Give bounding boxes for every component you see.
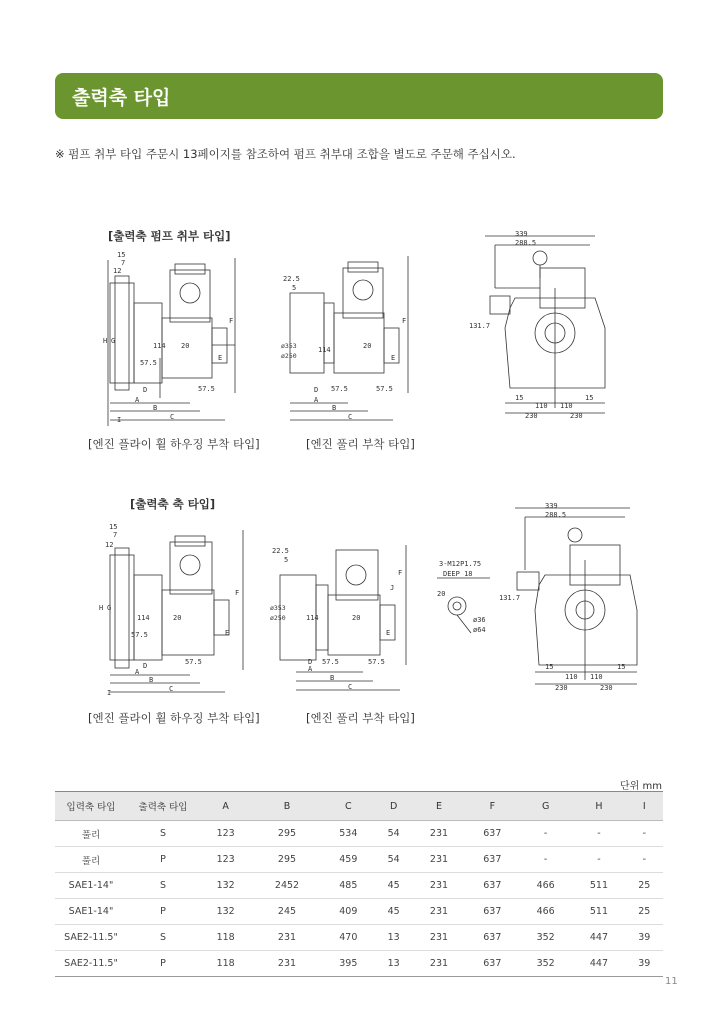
dim-22-5: 22.5 [283, 275, 300, 283]
cell: 485 [322, 873, 375, 899]
dim-H: H [99, 604, 104, 612]
cell: P [127, 899, 199, 925]
cell: 245 [252, 899, 321, 925]
cell: - [519, 821, 572, 847]
dim-15b: 15 [585, 394, 594, 402]
dim-F: F [398, 569, 403, 577]
cell: 637 [466, 951, 519, 977]
pump-front-view-drawing [465, 228, 615, 423]
dim-230: 230 [525, 412, 538, 420]
shaft-flywheel-drawing [95, 520, 250, 700]
dim-dia64: ø64 [473, 626, 486, 634]
cell: 54 [375, 821, 412, 847]
dim-114: 114 [137, 614, 150, 622]
dim-A: A [135, 396, 140, 404]
dim-dia353: ø353 [281, 342, 297, 350]
cell: 25 [626, 873, 663, 899]
pump-pulley-drawing [278, 248, 428, 428]
dim-F: F [402, 317, 407, 325]
dim-20: 20 [437, 590, 446, 598]
dim-15: 15 [515, 394, 524, 402]
cell: - [572, 847, 625, 873]
dim-57-5: 57.5 [131, 631, 148, 639]
cell: 54 [375, 847, 412, 873]
cell: P [127, 847, 199, 873]
dim-C: C [348, 413, 353, 421]
dim-110b: 110 [590, 673, 603, 681]
dim-230b: 230 [600, 684, 613, 692]
cell: - [626, 847, 663, 873]
dim-57-5b: 57.5 [376, 385, 393, 393]
order-note: ※ 펌프 취부 타입 주문시 13페이지를 참조하여 펌프 취부대 조합을 별도로 주문해 주십시오. [55, 147, 516, 161]
dim-C: C [169, 685, 174, 693]
dim-E: E [218, 354, 223, 362]
pump-section-title: [출력축 펌프 취부 타입] [108, 229, 231, 243]
dim-57-5b: 57.5 [198, 385, 215, 393]
col-header: E [412, 792, 465, 821]
dim-bolt: 3-M12P1.75 [439, 560, 482, 568]
pump-flywheel-drawing [95, 248, 245, 428]
cell: 45 [375, 899, 412, 925]
shaft-front-view-drawing [495, 500, 645, 695]
col-header: I [626, 792, 663, 821]
dim-57-5: 57.5 [331, 385, 348, 393]
pump-caption-pulley: [엔진 풀리 부착 타입] [306, 437, 415, 451]
cell: 295 [252, 847, 321, 873]
cell: 39 [626, 951, 663, 977]
dim-G: G [107, 604, 112, 612]
cell: SAE1-14" [55, 899, 127, 925]
cell: 637 [466, 925, 519, 951]
dim-B: B [332, 404, 337, 412]
cell: 295 [252, 821, 321, 847]
cell: 637 [466, 873, 519, 899]
cell: 470 [322, 925, 375, 951]
cell: - [519, 847, 572, 873]
cell: 352 [519, 951, 572, 977]
dim-J: J [390, 584, 395, 592]
col-header: 출력축 타입 [127, 792, 199, 821]
cell: 352 [519, 925, 572, 951]
cell: 39 [626, 925, 663, 951]
dim-dia250: ø250 [281, 352, 297, 360]
cell: 231 [412, 821, 465, 847]
dim-20: 20 [181, 342, 190, 350]
cell: 118 [199, 925, 252, 951]
dim-C: C [348, 683, 353, 691]
dim-57-5: 57.5 [140, 359, 157, 367]
dim-110: 110 [535, 402, 548, 410]
dim-C: C [170, 413, 175, 421]
cell: 534 [322, 821, 375, 847]
cell: 459 [322, 847, 375, 873]
cell: 231 [412, 873, 465, 899]
cell: 13 [375, 925, 412, 951]
cell: 231 [252, 925, 321, 951]
cell: SAE1-14" [55, 873, 127, 899]
dim-E: E [225, 629, 230, 637]
dim-15b: 15 [617, 663, 626, 671]
col-header: F [466, 792, 519, 821]
col-header: 입력축 타입 [55, 792, 127, 821]
cell: 231 [252, 951, 321, 977]
table-row [55, 899, 663, 925]
dim-dia353: ø353 [270, 604, 286, 612]
dim-339: 339 [545, 502, 558, 510]
cell: 13 [375, 951, 412, 977]
dim-I: I [107, 689, 112, 697]
dim-7: 7 [121, 259, 126, 267]
cell: 511 [572, 899, 625, 925]
dim-230: 230 [555, 684, 568, 692]
cell: P [127, 951, 199, 977]
dim-D: D [143, 386, 148, 394]
dim-131-7: 131.7 [499, 594, 521, 602]
cell: 447 [572, 951, 625, 977]
cell: 395 [322, 951, 375, 977]
dim-5: 5 [284, 556, 289, 564]
dim-339: 339 [515, 230, 528, 238]
cell: - [626, 821, 663, 847]
spec-table [55, 791, 663, 977]
cell: 637 [466, 899, 519, 925]
cell: 풀리 [55, 821, 127, 847]
table-row [55, 847, 663, 873]
dim-15: 15 [545, 663, 554, 671]
pump-caption-flywheel: [엔진 플라이 휠 하우징 부착 타입] [88, 437, 260, 451]
cell: 409 [322, 899, 375, 925]
cell: 풀리 [55, 847, 127, 873]
dim-15: 15 [117, 251, 126, 259]
dim-F: F [235, 589, 240, 597]
cell: 118 [199, 951, 252, 977]
dim-288-5: 288.5 [515, 239, 537, 247]
dim-A: A [314, 396, 319, 404]
dim-5: 5 [292, 284, 297, 292]
table-row [55, 821, 663, 847]
dim-deep: DEEP 18 [443, 570, 473, 578]
cell: SAE2-11.5" [55, 925, 127, 951]
dim-dia36: ø36 [473, 616, 486, 624]
dim-D: D [314, 386, 319, 394]
col-header: C [322, 792, 375, 821]
dim-D: D [308, 658, 313, 666]
cell: - [572, 821, 625, 847]
col-header: H [572, 792, 625, 821]
col-header: D [375, 792, 412, 821]
cell: S [127, 821, 199, 847]
dim-B: B [153, 404, 158, 412]
dim-H: H [103, 337, 108, 345]
dim-A: A [135, 668, 140, 676]
dim-57-5: 57.5 [322, 658, 339, 666]
dim-A: A [308, 665, 313, 673]
shaft-pulley-drawing [268, 540, 418, 700]
table-header-row [55, 792, 663, 821]
dim-dia250: ø250 [270, 614, 286, 622]
cell: 25 [626, 899, 663, 925]
dim-B: B [330, 674, 335, 682]
section-header [55, 73, 663, 119]
cell: 123 [199, 847, 252, 873]
dim-G: G [111, 337, 116, 345]
table-row [55, 873, 663, 899]
cell: 466 [519, 873, 572, 899]
cell: 132 [199, 899, 252, 925]
dim-B: B [149, 676, 154, 684]
cell: 231 [412, 847, 465, 873]
dim-7: 7 [113, 531, 118, 539]
cell: 2452 [252, 873, 321, 899]
dim-110b: 110 [560, 402, 573, 410]
dim-E: E [391, 354, 396, 362]
table-row [55, 951, 663, 977]
dim-114: 114 [306, 614, 319, 622]
dim-20: 20 [173, 614, 182, 622]
section-title: 출력축 타입 [72, 87, 171, 109]
dim-230b: 230 [570, 412, 583, 420]
cell: 637 [466, 847, 519, 873]
dim-20: 20 [363, 342, 372, 350]
dim-22-5: 22.5 [272, 547, 289, 555]
dim-57-5b: 57.5 [185, 658, 202, 666]
dim-12: 12 [113, 267, 122, 275]
dim-114: 114 [318, 346, 331, 354]
cell: SAE2-11.5" [55, 951, 127, 977]
dim-131-7: 131.7 [469, 322, 491, 330]
cell: 132 [199, 873, 252, 899]
dim-110: 110 [565, 673, 578, 681]
dim-I: I [117, 416, 122, 424]
shaft-end-detail-drawing [435, 558, 500, 638]
cell: 447 [572, 925, 625, 951]
cell: 637 [466, 821, 519, 847]
cell: 45 [375, 873, 412, 899]
unit-label: 단위 mm [620, 781, 662, 792]
dim-20: 20 [352, 614, 361, 622]
cell: 466 [519, 899, 572, 925]
cell: S [127, 925, 199, 951]
dim-15: 15 [109, 523, 118, 531]
shaft-caption-flywheel: [엔진 플라이 휠 하우징 부착 타입] [88, 711, 260, 725]
dim-E: E [386, 629, 391, 637]
shaft-caption-pulley: [엔진 풀리 부착 타입] [306, 711, 415, 725]
dim-F: F [229, 317, 234, 325]
dim-114: 114 [153, 342, 166, 350]
col-header: B [252, 792, 321, 821]
cell: 231 [412, 925, 465, 951]
dim-D: D [143, 662, 148, 670]
cell: 511 [572, 873, 625, 899]
cell: 123 [199, 821, 252, 847]
cell: S [127, 873, 199, 899]
col-header: A [199, 792, 252, 821]
col-header: G [519, 792, 572, 821]
table-row [55, 925, 663, 951]
dim-57-5b: 57.5 [368, 658, 385, 666]
cell: 231 [412, 951, 465, 977]
shaft-section-title: [출력축 축 타입] [130, 497, 216, 511]
dim-12: 12 [105, 541, 114, 549]
cell: 231 [412, 899, 465, 925]
dim-288-5: 288.5 [545, 511, 567, 519]
page-number: 11 [665, 976, 678, 987]
